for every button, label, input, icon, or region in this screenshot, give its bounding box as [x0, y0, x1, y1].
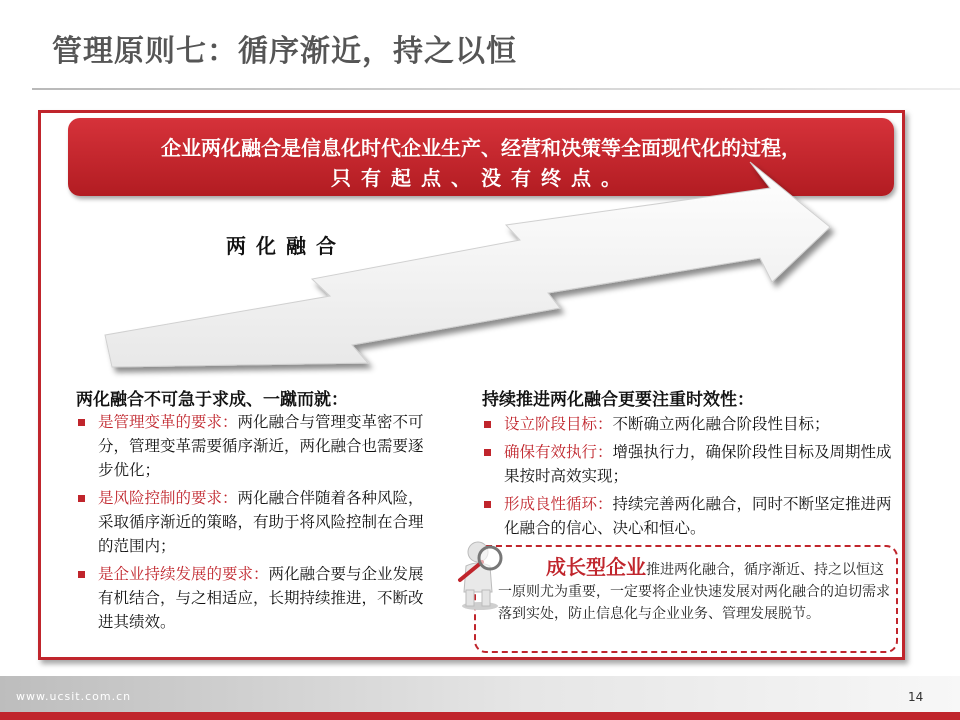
banner-line-1: 企业两化融合是信息化时代企业生产、经营和决策等全面现代化的过程， [161, 136, 801, 160]
item-text: 持续完善两化融合，同时不断坚定推进两化融合的信心、决心和恒心。 [504, 495, 892, 537]
list-item [76, 486, 438, 558]
square-bullet-icon [484, 449, 491, 456]
right-column-list [482, 412, 892, 544]
right-column-heading: 持续推进两化融合更要注重时效性： [482, 390, 754, 410]
list-item [76, 562, 438, 634]
person-with-magnifier-icon [452, 540, 512, 612]
item-highlight: 是风险控制的要求： [98, 489, 238, 507]
list-item [482, 492, 892, 540]
left-column-heading: 两化融合不可急于求成、一蹴而就： [76, 390, 348, 410]
square-bullet-icon [78, 419, 85, 426]
zigzag-arrow-icon [105, 162, 830, 367]
item-highlight: 形成良性循环： [504, 495, 613, 513]
callout-text: 推进两化融合，循序渐近、持之以恒这一原则尤为重要，一定要将企业快速发展对两化融合的迫切需求落到实处，防止信息化与企业业务、管理发展脱节。 [498, 562, 890, 622]
list-item [482, 412, 892, 436]
square-bullet-icon [484, 501, 491, 508]
item-text: 不断确立两化融合阶段性目标； [612, 415, 830, 433]
arrow-label: 两化融合 [226, 234, 346, 258]
banner-line-2: 只有起点、没有终点。 [331, 166, 631, 190]
square-bullet-icon [484, 421, 491, 428]
slide-title: 管理原则七：循序渐近，持之以恒 [52, 34, 517, 69]
callout-lead: 成长型企业 [546, 555, 646, 579]
page-number: 14 [908, 690, 924, 704]
item-text: 两化融合与管理变革密不可分，管理变革需要循序渐近，两化融合也需要逐步优化； [98, 413, 424, 479]
item-text: 增强执行力，确保阶段性目标及周期性成果按时高效实现； [504, 443, 892, 485]
footer-bar [0, 676, 960, 712]
square-bullet-icon [78, 495, 85, 502]
square-bullet-icon [78, 571, 85, 578]
footer-url: www.ucsit.com.cn [16, 690, 132, 703]
item-text: 两化融合伴随着各种风险，采取循序渐近的策略，有助于将风险控制在合理的范围内； [98, 489, 424, 555]
item-highlight: 是企业持续发展的要求： [98, 565, 269, 583]
left-column-list [76, 410, 438, 638]
list-item [76, 410, 438, 482]
item-highlight: 确保有效执行： [504, 443, 613, 461]
item-highlight: 是管理变革的要求： [98, 413, 238, 431]
callout-body [498, 556, 890, 625]
footer-accent-strip [0, 712, 960, 720]
list-item [482, 440, 892, 488]
item-text: 两化融合要与企业发展有机结合，与之相适应，长期持续推进，不断改进其绩效。 [98, 565, 424, 631]
item-highlight: 设立阶段目标： [504, 415, 613, 433]
